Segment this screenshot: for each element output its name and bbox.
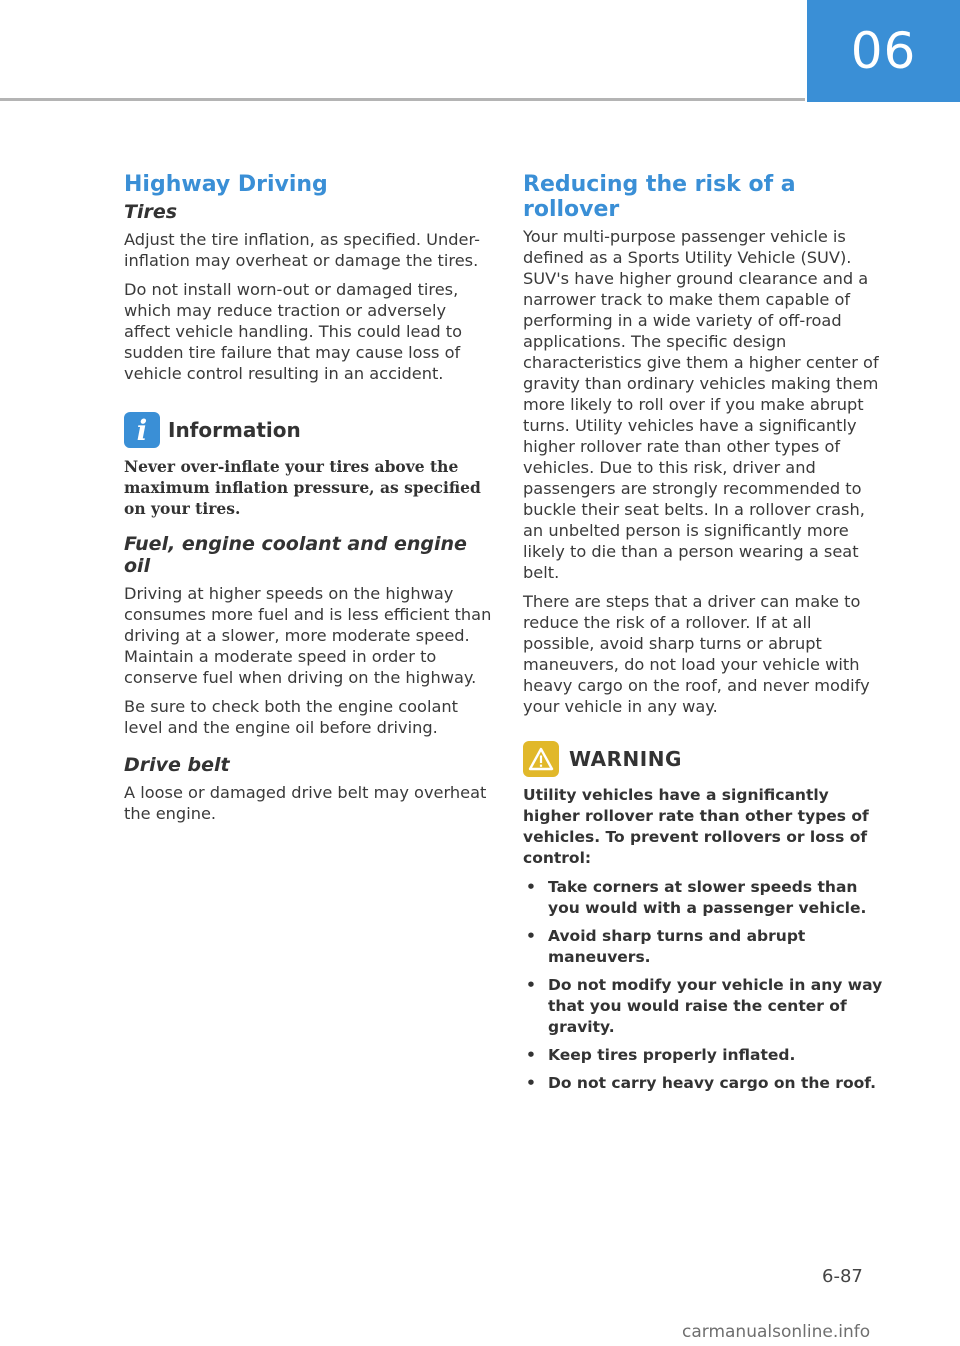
warning-list-item: • Keep tires properly inflated. xyxy=(523,1045,888,1066)
fuel-paragraph-2: Be sure to check both the engine coolant level and the engine oil before driving. xyxy=(124,697,458,737)
information-text: Never over-inflate your tires above the maximum inflation pressure, as specified on your tires. xyxy=(124,457,481,518)
chapter-tab: 06 xyxy=(807,0,960,102)
section-title-highway-driving: Highway Driving xyxy=(124,172,328,197)
info-icon: i xyxy=(124,412,160,448)
tires-paragraph-1: Adjust the tire inflation, as specified. Under-inflation may overheat or damage the tires. xyxy=(124,230,480,270)
information-header xyxy=(124,412,496,448)
warning-intro: Utility vehicles have a significantly higher rollover rate than other types of vehicles. To prevent rollovers or loss of control: xyxy=(523,786,869,867)
warning-list-item: • Do not modify your vehicle in any way that you would raise the center of gravity. xyxy=(523,975,888,1038)
warning-header xyxy=(523,741,888,777)
information-title: Information xyxy=(168,418,301,442)
page-number: 6-87 xyxy=(822,1266,863,1287)
warning-list-item: • Take corners at slower speeds than you would with a passenger vehicle. xyxy=(523,877,888,919)
right-column xyxy=(523,168,888,1101)
heading-drive-belt: Drive belt xyxy=(124,754,230,776)
drive-belt-paragraph: A loose or damaged drive belt may overheat the engine. xyxy=(124,783,487,823)
warning-title: WARNING xyxy=(569,747,682,771)
rollover-paragraph-2: There are steps that a driver can make to reduce the risk of a rollover. If at all possible, avoid sharp turns or abrupt maneuvers, do not load your vehicle with heavy cargo on the roof, and never modify your vehicle in any way. xyxy=(523,592,870,716)
rollover-paragraph-1: Your multi-purpose passenger vehicle is defined as a Sports Utility Vehicle (SUV). SUV's have higher ground clearance and a narrower track to make them capable of performing in a wide variety of off-road applications. The specific design characteristics give them a higher center of gravity than ordinary vehicles making them more likely to roll over if you make abrupt turns. Utility vehicles have a significantly higher rollover rate than other types of vehicles. Due to this risk, driver and passengers are strongly recommended to buckle their seat belts. In a rollover crash, an unbelted person is significantly more likely to die than a person wearing a seat belt. xyxy=(523,227,879,582)
warning-list-item: • Avoid sharp turns and abrupt maneuvers. xyxy=(523,926,888,968)
left-column xyxy=(124,168,496,832)
heading-tires: Tires xyxy=(124,201,178,223)
fuel-paragraph-1: Driving at higher speeds on the highway consumes more fuel and is less efficient than driving at a slower, more moderate speed. Maintain a moderate speed in order to conserve fuel when driving on the highway. xyxy=(124,584,492,687)
warning-triangle-icon xyxy=(523,741,559,777)
watermark: carmanualsonline.info xyxy=(682,1322,871,1342)
header-rule xyxy=(0,98,805,101)
tires-paragraph-2: Do not install worn-out or damaged tires, which may reduce traction or adversely affect vehicle handling. This could lead to sudden tire failure that may cause loss of vehicle control resulting in an accident. xyxy=(124,280,463,383)
heading-fuel-coolant-oil: Fuel, engine coolant and engine oil xyxy=(124,533,467,577)
warning-list xyxy=(523,877,888,1094)
section-title-rollover: Reducing the risk of a rollover xyxy=(523,172,796,222)
warning-list-item: • Do not carry heavy cargo on the roof. xyxy=(523,1073,888,1094)
